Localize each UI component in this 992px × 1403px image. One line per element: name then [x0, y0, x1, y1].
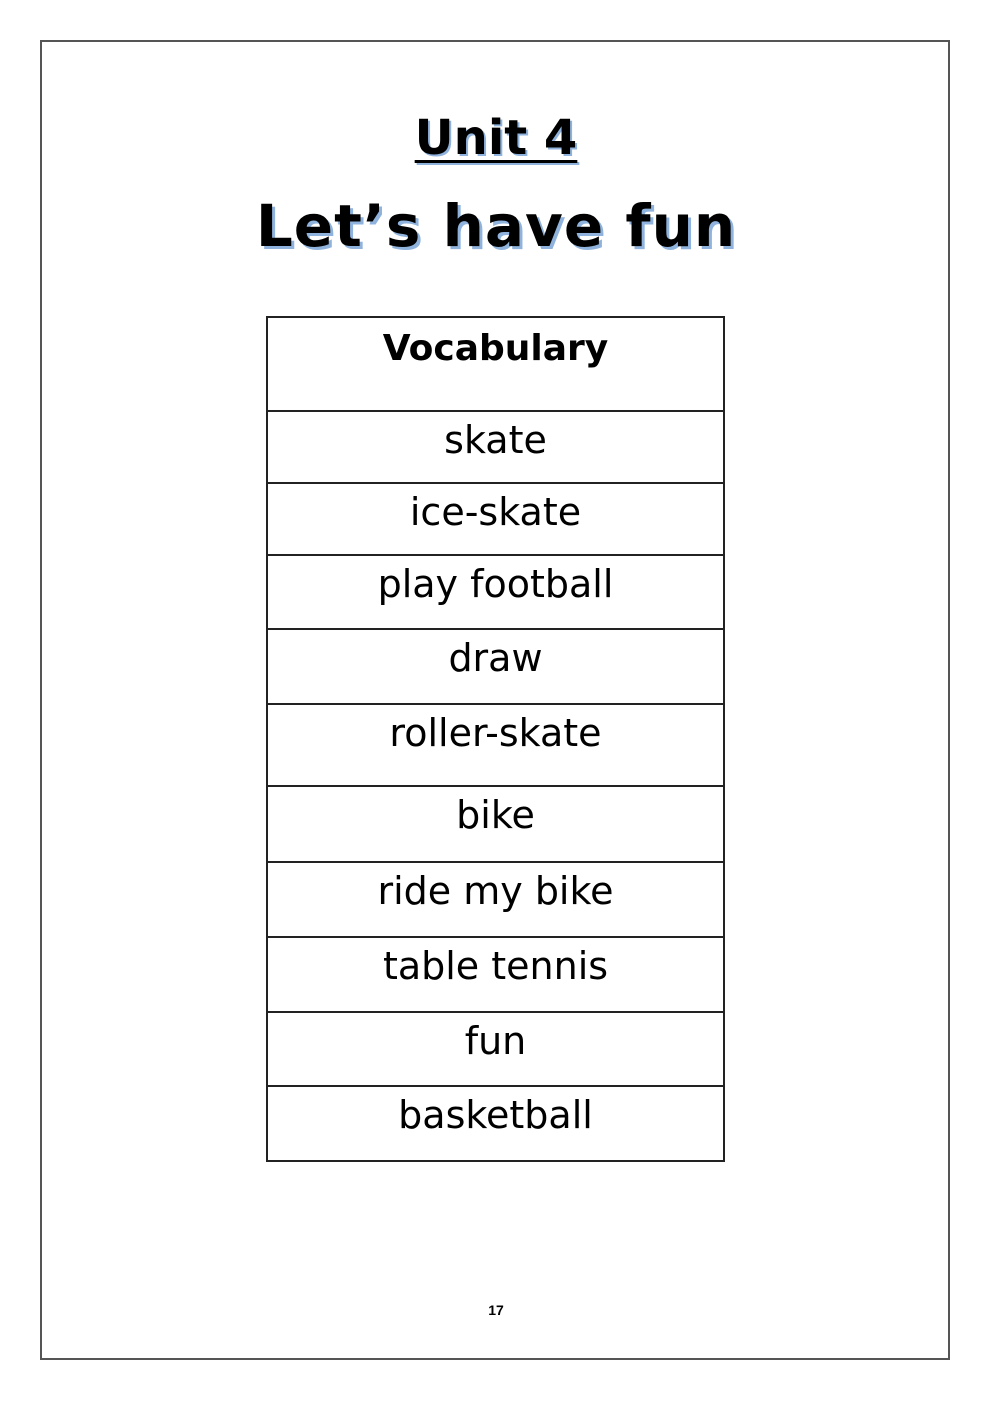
vocab-word: play football [267, 555, 724, 629]
vocab-word: fun [267, 1012, 724, 1086]
table-row [267, 483, 724, 555]
vocab-word: draw [267, 629, 724, 704]
vocab-word: roller-skate [267, 704, 724, 786]
vocab-word: ride my bike [267, 862, 724, 937]
table-row [267, 704, 724, 786]
vocab-word: ice-skate [267, 483, 724, 555]
vocab-word: skate [267, 411, 724, 483]
table-row [267, 786, 724, 862]
table-row [267, 937, 724, 1012]
vocabulary-header: Vocabulary [267, 317, 724, 411]
lesson-title: Let’s have fun [255, 192, 737, 260]
table-header-row [267, 317, 724, 411]
table-row [267, 555, 724, 629]
vocab-word: basketball [267, 1086, 724, 1161]
table-row [267, 862, 724, 937]
table-row [267, 1012, 724, 1086]
vocab-word: bike [267, 786, 724, 862]
unit-title-text: Unit 4 [414, 110, 578, 166]
table-row [267, 1086, 724, 1161]
table-row [267, 411, 724, 483]
unit-title [0, 108, 992, 168]
table-row [267, 629, 724, 704]
vocab-word: table tennis [267, 937, 724, 1012]
vocabulary-table [266, 316, 725, 1162]
page-number: 17 [488, 1302, 504, 1318]
